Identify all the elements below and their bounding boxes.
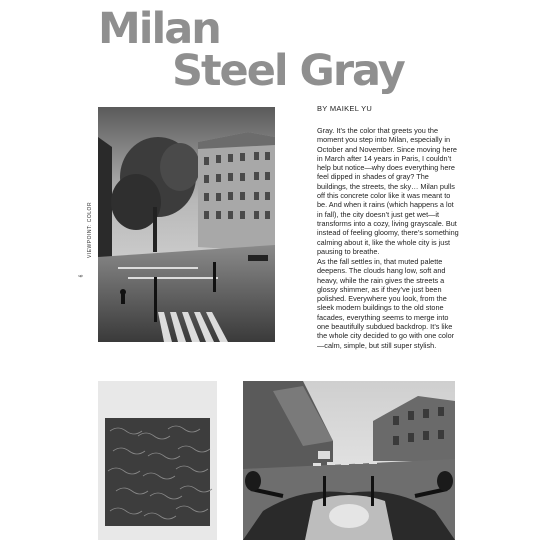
painting-photo	[98, 381, 217, 540]
title-line-1: Milan	[98, 4, 220, 54]
article-paragraph-2: As the fall settles in, that muted palette deepens. The clouds hang low, soft and heavy, while the rain gives the streets a glossy shimmer, as if they’ve just been polished. Everywhere you look, from the sleek modern buildings to the old stone facades, everything seems to merge into one beautifully subdued backdrop. It’s like the whole city decided to go with one color—calm, simple, but still super stylish.	[317, 257, 455, 350]
page-number: 6	[78, 274, 85, 278]
article-paragraph-1: Gray. It’s the color that greets you the moment you step into Milan, especially in October and November. Since moving here in March after 14 years in Paris, I couldn’t help but notice—why does everything here feel dipped in shades of gray? The buildings, the streets, the sky… Milan pulls off this concrete color like it was meant to be. And when it rains (which happens a lot in fall), the city doesn’t just get wet—it transforms into a cozy, living grayscale. But instead of feeling gloomy, there’s something calming about it, like the whole city is just pausing to breathe.	[317, 126, 459, 256]
scooter-photo	[243, 381, 455, 540]
milan-street-photo	[98, 107, 275, 342]
section-label: VIEWPOINT: COLOR	[87, 201, 93, 258]
byline: BY MAIKEL YU	[317, 104, 373, 113]
title-line-2: Steel Gray	[172, 46, 404, 96]
